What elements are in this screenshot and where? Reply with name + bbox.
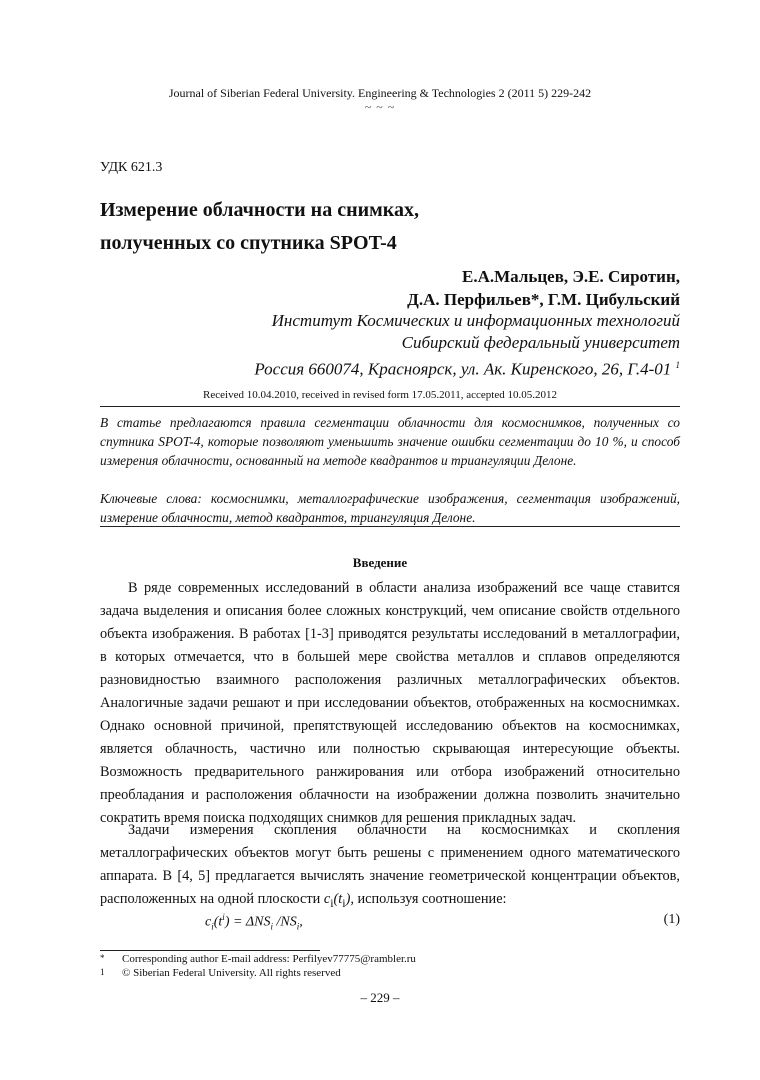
inline-formula-t: (t [333, 891, 343, 907]
affiliation-note-mark: 1 [675, 360, 680, 370]
footnote-2 [100, 967, 341, 979]
authors-line-2: Д.А. Перфильев*, Г.М. Цибульский [407, 290, 680, 309]
equation-1 [205, 912, 303, 931]
footnote-text: Corresponding author E-mail address: Perfilyev77775@rambler.ru [122, 953, 416, 965]
eq-delta-ns: ) = ΔNS [224, 914, 271, 930]
eq-t: (t [213, 914, 223, 930]
eq-sub-i: i [211, 921, 214, 932]
paragraph-2-text: Задачи измерения скопления облачности на космоснимках и скопления металлографических объектов могут быть решены с применением одного математического аппарата. В [4, 5] предлагается вычислять значение геометрической концентрации объектов, расположенных на одной плоскости [100, 822, 680, 907]
footnote-rule [100, 950, 320, 951]
inline-formula-c: c [323, 891, 331, 907]
footnote-mark: 1 [100, 967, 105, 977]
journal-header: Journal of Siberian Federal University. Engineering & Technologies 2 (2011 5) 229-242 [168, 86, 592, 100]
paragraph-1: В ряде современных исследований в области анализа изображений все чаще ставится задача выделения и описания более сложных конструкций, чем описание свойств отдельного объекта изображения. В работах [1-3] приводятся результаты исследований в металлографии, в которых отмечается, что в большей мере свойства металлов и сплавов определяются разновидностью взаимного расположения различных металлографических объектов. Аналогичные задачи решают и при исследовании объектов, отображенных на космоснимках. Однако основной причиной, препятствующей исследованию объектов на космоснимках, является облачность, частично или полностью скрывающая интересующие объекты. Возможность предварительного ранжирования или отбора изображений относительно преобладания и расположения облачности на изображении должна позволить значительно сократить время поиска подходящих снимков для решения прикладных задач. [100, 580, 680, 826]
eq-sup-i: i [222, 912, 225, 922]
footnote-text: © Siberian Federal University. All rights reserved [122, 967, 341, 979]
title-line-2: полученных со спутника SPOT-4 [100, 232, 397, 254]
eq-c: c [205, 914, 212, 930]
inline-formula-close: ), [345, 891, 354, 907]
page-number: – 229 – [360, 990, 400, 1005]
eq-end: , [299, 914, 303, 930]
header-ornament: ~ ~ ~ [364, 100, 396, 114]
inline-formula-sub-t: i [342, 895, 346, 910]
affiliation-line-3 [254, 354, 680, 381]
affiliation [254, 310, 680, 381]
authors [407, 265, 680, 311]
authors-line-1: Е.А.Мальцев, Э.Е. Сиротин, [462, 267, 680, 286]
abstract-top-rule [100, 406, 680, 407]
udk-code: УДК 621.3 [100, 160, 163, 175]
article-title [100, 194, 419, 260]
footnote-mark: * [100, 953, 105, 963]
eq-div-ns: /NS [273, 914, 297, 930]
eq-sub-i2: i [270, 921, 273, 932]
eq-sub-i3: i [296, 921, 300, 932]
section-heading: Введение [352, 555, 408, 570]
paragraph-2 [100, 819, 680, 915]
footnote-1 [100, 953, 416, 965]
paragraph-2-end: используя соотношение: [353, 891, 507, 907]
affiliation-line-2: Сибирский федеральный университет [401, 333, 680, 352]
received-dates: Received 10.04.2010, received in revised form 17.05.2011, accepted 10.05.2012 [203, 389, 557, 401]
affiliation-address: Россия 660074, Красноярск, ул. Ак. Киренского, 26, Г.4-01 [254, 359, 672, 379]
affiliation-line-1: Институт Космических и информационных технологий [271, 311, 680, 330]
abstract: В статье предлагаются правила сегментации облачности для космоснимков, полученных со спутника SPOT-4, которые позволяют уменьшить значение ошибки сегментации до 10 %, и способ измерения облачности, основанный на методе квадрантов и триангуляции Делоне. [100, 415, 680, 468]
title-line-1: Измерение облачности на снимках, [100, 199, 419, 221]
inline-formula-sub: i [330, 895, 334, 910]
keywords: Ключевые слова: космоснимки, металлографические изображения, сегментация изображений, измерение облачности, метод квадрантов, триангуляция Делоне. [100, 491, 680, 525]
equation-number: (1) [663, 912, 680, 927]
abstract-bottom-rule [100, 526, 680, 527]
